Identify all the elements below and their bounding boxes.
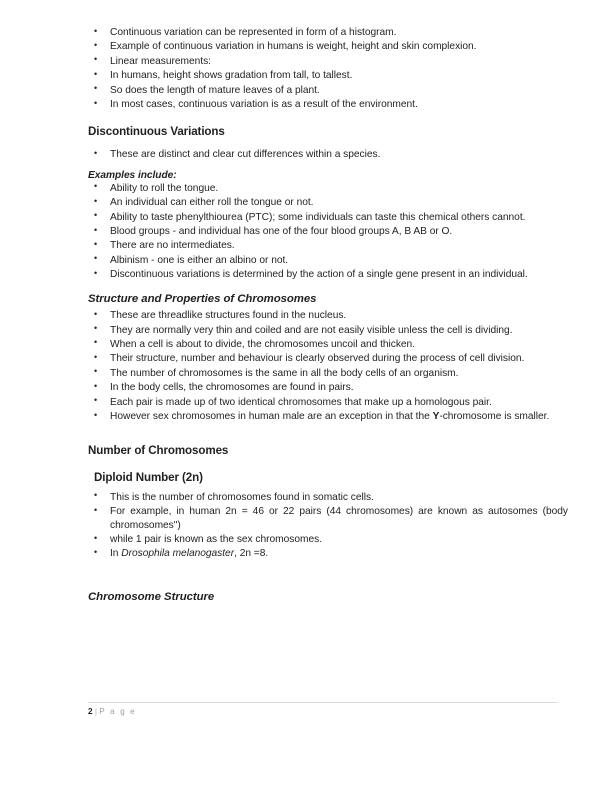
list-item: • Their structure, number and behaviour is clearly observed during the process of cell division. [88,352,568,365]
discontinuous-intro-list [88,148,568,161]
chromosome-properties-list [88,309,568,424]
species-name: Drosophila melanogaster [121,548,235,560]
list-item: • Ability to roll the tongue. [88,182,568,195]
list-item: • Continuous variation can be represented in form of a histogram. [88,26,568,39]
list-item: • Albinism - one is either an albino or not. [88,254,568,267]
list-item: • Each pair is made up of two identical chromosomes that make up a homologous pair. [88,396,568,409]
heading-discontinuous-variations: Discontinuous Variations [88,124,225,138]
list-item: • Discontinuous variations is determined by the action of a single gene present in an individual. [88,268,568,281]
list-item: • This is the number of chromosomes found in somatic cells. [88,491,568,504]
list-item: • They are normally very thin and coiled and are not easily visible unless the cell is dividing. [88,324,568,337]
list-item: • In humans, height shows gradation from tall, to tallest. [88,69,568,82]
page-footer [88,702,558,717]
y-chromosome-symbol: Y [432,411,440,423]
list-item: • There are no intermediates. [88,239,568,252]
footer-page-label [88,707,558,717]
list-item: • In the body cells, the chromosomes are found in pairs. [88,381,568,394]
list-item: • These are threadlike structures found in the nucleus. [88,309,568,322]
list-item: • while 1 pair is known as the sex chromosomes. [88,533,568,546]
list-item: • Example of continuous variation in humans is weight, height and skin complexion. [88,40,568,53]
list-item: • When a cell is about to divide, the chromosomes uncoil and thicken. [88,338,568,351]
list-item: • For example, in human 2n = 46 or 22 pairs (44 chromosomes) are known as autosomes (body chromosomes") [88,505,568,532]
heading-chromosome-structure: Chromosome Structure [88,590,215,603]
diploid-number-list [88,491,568,561]
text-before: However sex chromosomes in human male are an exception in that the [110,411,433,423]
footer-divider [88,702,558,703]
subheading-diploid-number: Diploid Number (2n) [94,471,203,485]
heading-structure-properties-chromosomes: Structure and Properties of Chromosomes [88,292,317,305]
footer-page-number: 2 [88,707,93,716]
list-item: • Ability to taste phenylthiourea (PTC); some individuals can taste this chemical others cannot. [88,211,568,224]
text-after: , 2n =8. [234,548,269,560]
text-after: -chromosome is smaller. [439,411,550,423]
footer-page-word: P a g e [99,707,137,716]
list-item: • Linear measurements: [88,55,568,68]
list-item: • So does the length of mature leaves of a plant. [88,84,568,97]
list-item: • Blood groups - and individual has one of the four blood groups A, B AB or O. [88,225,568,238]
lead-in-examples-include: Examples include: [88,169,177,181]
continuous-variation-list [88,26,568,112]
list-item: • These are distinct and clear cut differences within a species. [88,148,568,161]
list-item: • The number of chromosomes is the same in all the body cells of an organism. [88,367,568,380]
list-item-y-chromosome [88,410,568,423]
list-item-drosophila [88,547,568,560]
examples-list [88,182,568,282]
list-item: • In most cases, continuous variation is as a result of the environment. [88,98,568,111]
heading-number-of-chromosomes: Number of Chromosomes [88,443,229,457]
footer-separator: | [92,707,100,716]
text-before: In [110,548,122,560]
list-item: • An individual can either roll the tongue or not. [88,196,568,209]
